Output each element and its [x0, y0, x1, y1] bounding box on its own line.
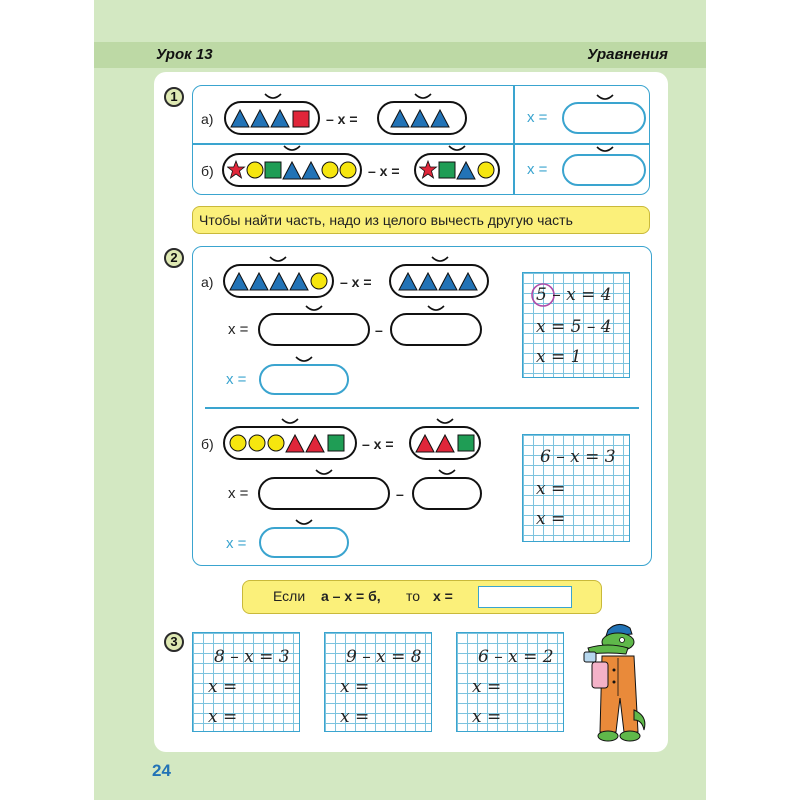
task-2a-answer-field[interactable] [259, 364, 349, 395]
yellow-circle-icon [268, 435, 284, 451]
task-2a-grid-line-3: x = 1 [536, 347, 582, 367]
green-square-icon [265, 162, 281, 178]
task-2b-grid-line-3: x = [536, 509, 566, 529]
task-3-grid-2-line-1: 9 – x = 8 [346, 647, 422, 667]
task-2b-part-field[interactable] [412, 477, 482, 510]
blue-triangle-icon [459, 273, 477, 290]
yellow-circle-icon [478, 162, 494, 178]
red-triangle-icon [286, 435, 304, 452]
rule-2-x-equals: х = [433, 588, 453, 604]
blue-triangle-icon [251, 110, 269, 127]
rule-2-formula: а – х = б, [321, 588, 381, 604]
task-2-divider [205, 407, 639, 409]
red-triangle-icon [436, 435, 454, 452]
task-2a-grid-line-2: x = 5 – 4 [536, 317, 612, 337]
task-2a-x-equals-row: x = [228, 321, 249, 338]
rule-2-then: то [406, 588, 421, 604]
task-2b-answer-field[interactable] [259, 527, 349, 558]
blue-triangle-icon [250, 273, 268, 290]
task-1b-label: б) [201, 163, 214, 179]
task-2a-label: а) [201, 274, 214, 290]
task-1b-x-equals: x = [527, 161, 548, 178]
rule-1-text: Чтобы найти часть, надо из целого вычесть другую часть [199, 212, 573, 228]
yellow-circle-icon [322, 162, 338, 178]
blue-triangle-icon [399, 273, 417, 290]
yellow-circle-icon [230, 435, 246, 451]
red-triangle-icon [306, 435, 324, 452]
green-square-icon [328, 435, 344, 451]
task-2b-minus-x: – x = [362, 436, 394, 452]
task-3-grid-3-line-1: 6 – x = 2 [478, 647, 554, 667]
blue-triangle-icon [419, 273, 437, 290]
task-2a-x-equals: x = [226, 371, 247, 388]
task-3-number: 3 [164, 632, 184, 652]
lesson-title: Урок 13 [156, 46, 213, 63]
task-3-grid-1-line-2: x = [208, 677, 238, 697]
task-2a-part-field[interactable] [390, 313, 482, 346]
answer-arc-icon [595, 93, 615, 103]
task-2b-grid-line-2: x = [536, 479, 566, 499]
blue-triangle-icon [302, 162, 320, 179]
task-2b-x-equals-row: x = [228, 485, 249, 502]
topic-title: Уравнения [587, 46, 668, 63]
page-number: 24 [152, 761, 171, 780]
blue-triangle-icon [431, 110, 449, 127]
answer-arc-icon [595, 145, 615, 155]
blue-triangle-icon [439, 273, 457, 290]
task-2b-grid-line-1: 6 – x = 3 [540, 447, 616, 467]
rule-2-answer-field[interactable] [478, 586, 572, 608]
yellow-circle-icon [247, 162, 263, 178]
blue-triangle-icon [270, 273, 288, 290]
red-star-icon [228, 161, 245, 178]
task-3-grid-3-line-2: x = [472, 677, 502, 697]
task-3-grid-1-line-1: 8 – x = 3 [214, 647, 290, 667]
answer-arc-icon [294, 518, 314, 528]
task-2b-x-equals: x = [226, 535, 247, 552]
answer-arc-icon [314, 468, 334, 478]
blue-triangle-icon [230, 273, 248, 290]
task-2b-whole-field[interactable] [258, 477, 390, 510]
task-3-grid-3-line-3: x = [472, 707, 502, 727]
blue-triangle-icon [283, 162, 301, 179]
task-2a-minus: – [375, 322, 383, 338]
red-square-icon [293, 111, 309, 127]
task-2-number: 2 [164, 248, 184, 268]
red-triangle-icon [416, 435, 434, 452]
task-1-number: 1 [164, 87, 184, 107]
blue-triangle-icon [231, 110, 249, 127]
crocodile-mascot-illustration [578, 620, 650, 746]
task-2a-whole-field[interactable] [258, 313, 370, 346]
task-1a-x-equals: x = [527, 109, 548, 126]
yellow-circle-icon [340, 162, 356, 178]
answer-arc-icon [437, 468, 457, 478]
task-1a-label: а) [201, 111, 214, 127]
task-1a-minus-x: – x = [326, 111, 358, 127]
task-2b-minus: – [396, 486, 404, 502]
blue-triangle-icon [457, 162, 475, 179]
blue-triangle-icon [290, 273, 308, 290]
answer-arc-icon [304, 304, 324, 314]
task-2a-minus-x: – x = [340, 274, 372, 290]
yellow-circle-icon [311, 273, 327, 289]
green-square-icon [458, 435, 474, 451]
answer-arc-icon [294, 355, 314, 365]
red-star-icon [420, 161, 437, 178]
task-1a-answer-field[interactable] [562, 102, 646, 134]
task-2b-label: б) [201, 436, 214, 452]
green-square-icon [439, 162, 455, 178]
task-1-col-divider [513, 86, 515, 194]
rule-2-if: Если [273, 588, 306, 604]
task-1-row-divider [193, 143, 649, 145]
task-2a-grid-line-1: 5 – x = 4 [536, 285, 612, 305]
blue-triangle-icon [271, 110, 289, 127]
answer-arc-icon [426, 304, 446, 314]
task-3-grid-1-line-3: x = [208, 707, 238, 727]
task-3-grid-2-line-3: x = [340, 707, 370, 727]
task-1b-minus-x: – x = [368, 163, 400, 179]
task-1b-answer-field[interactable] [562, 154, 646, 186]
blue-triangle-icon [411, 110, 429, 127]
task-3-grid-2-line-2: x = [340, 677, 370, 697]
blue-triangle-icon [391, 110, 409, 127]
yellow-circle-icon [249, 435, 265, 451]
